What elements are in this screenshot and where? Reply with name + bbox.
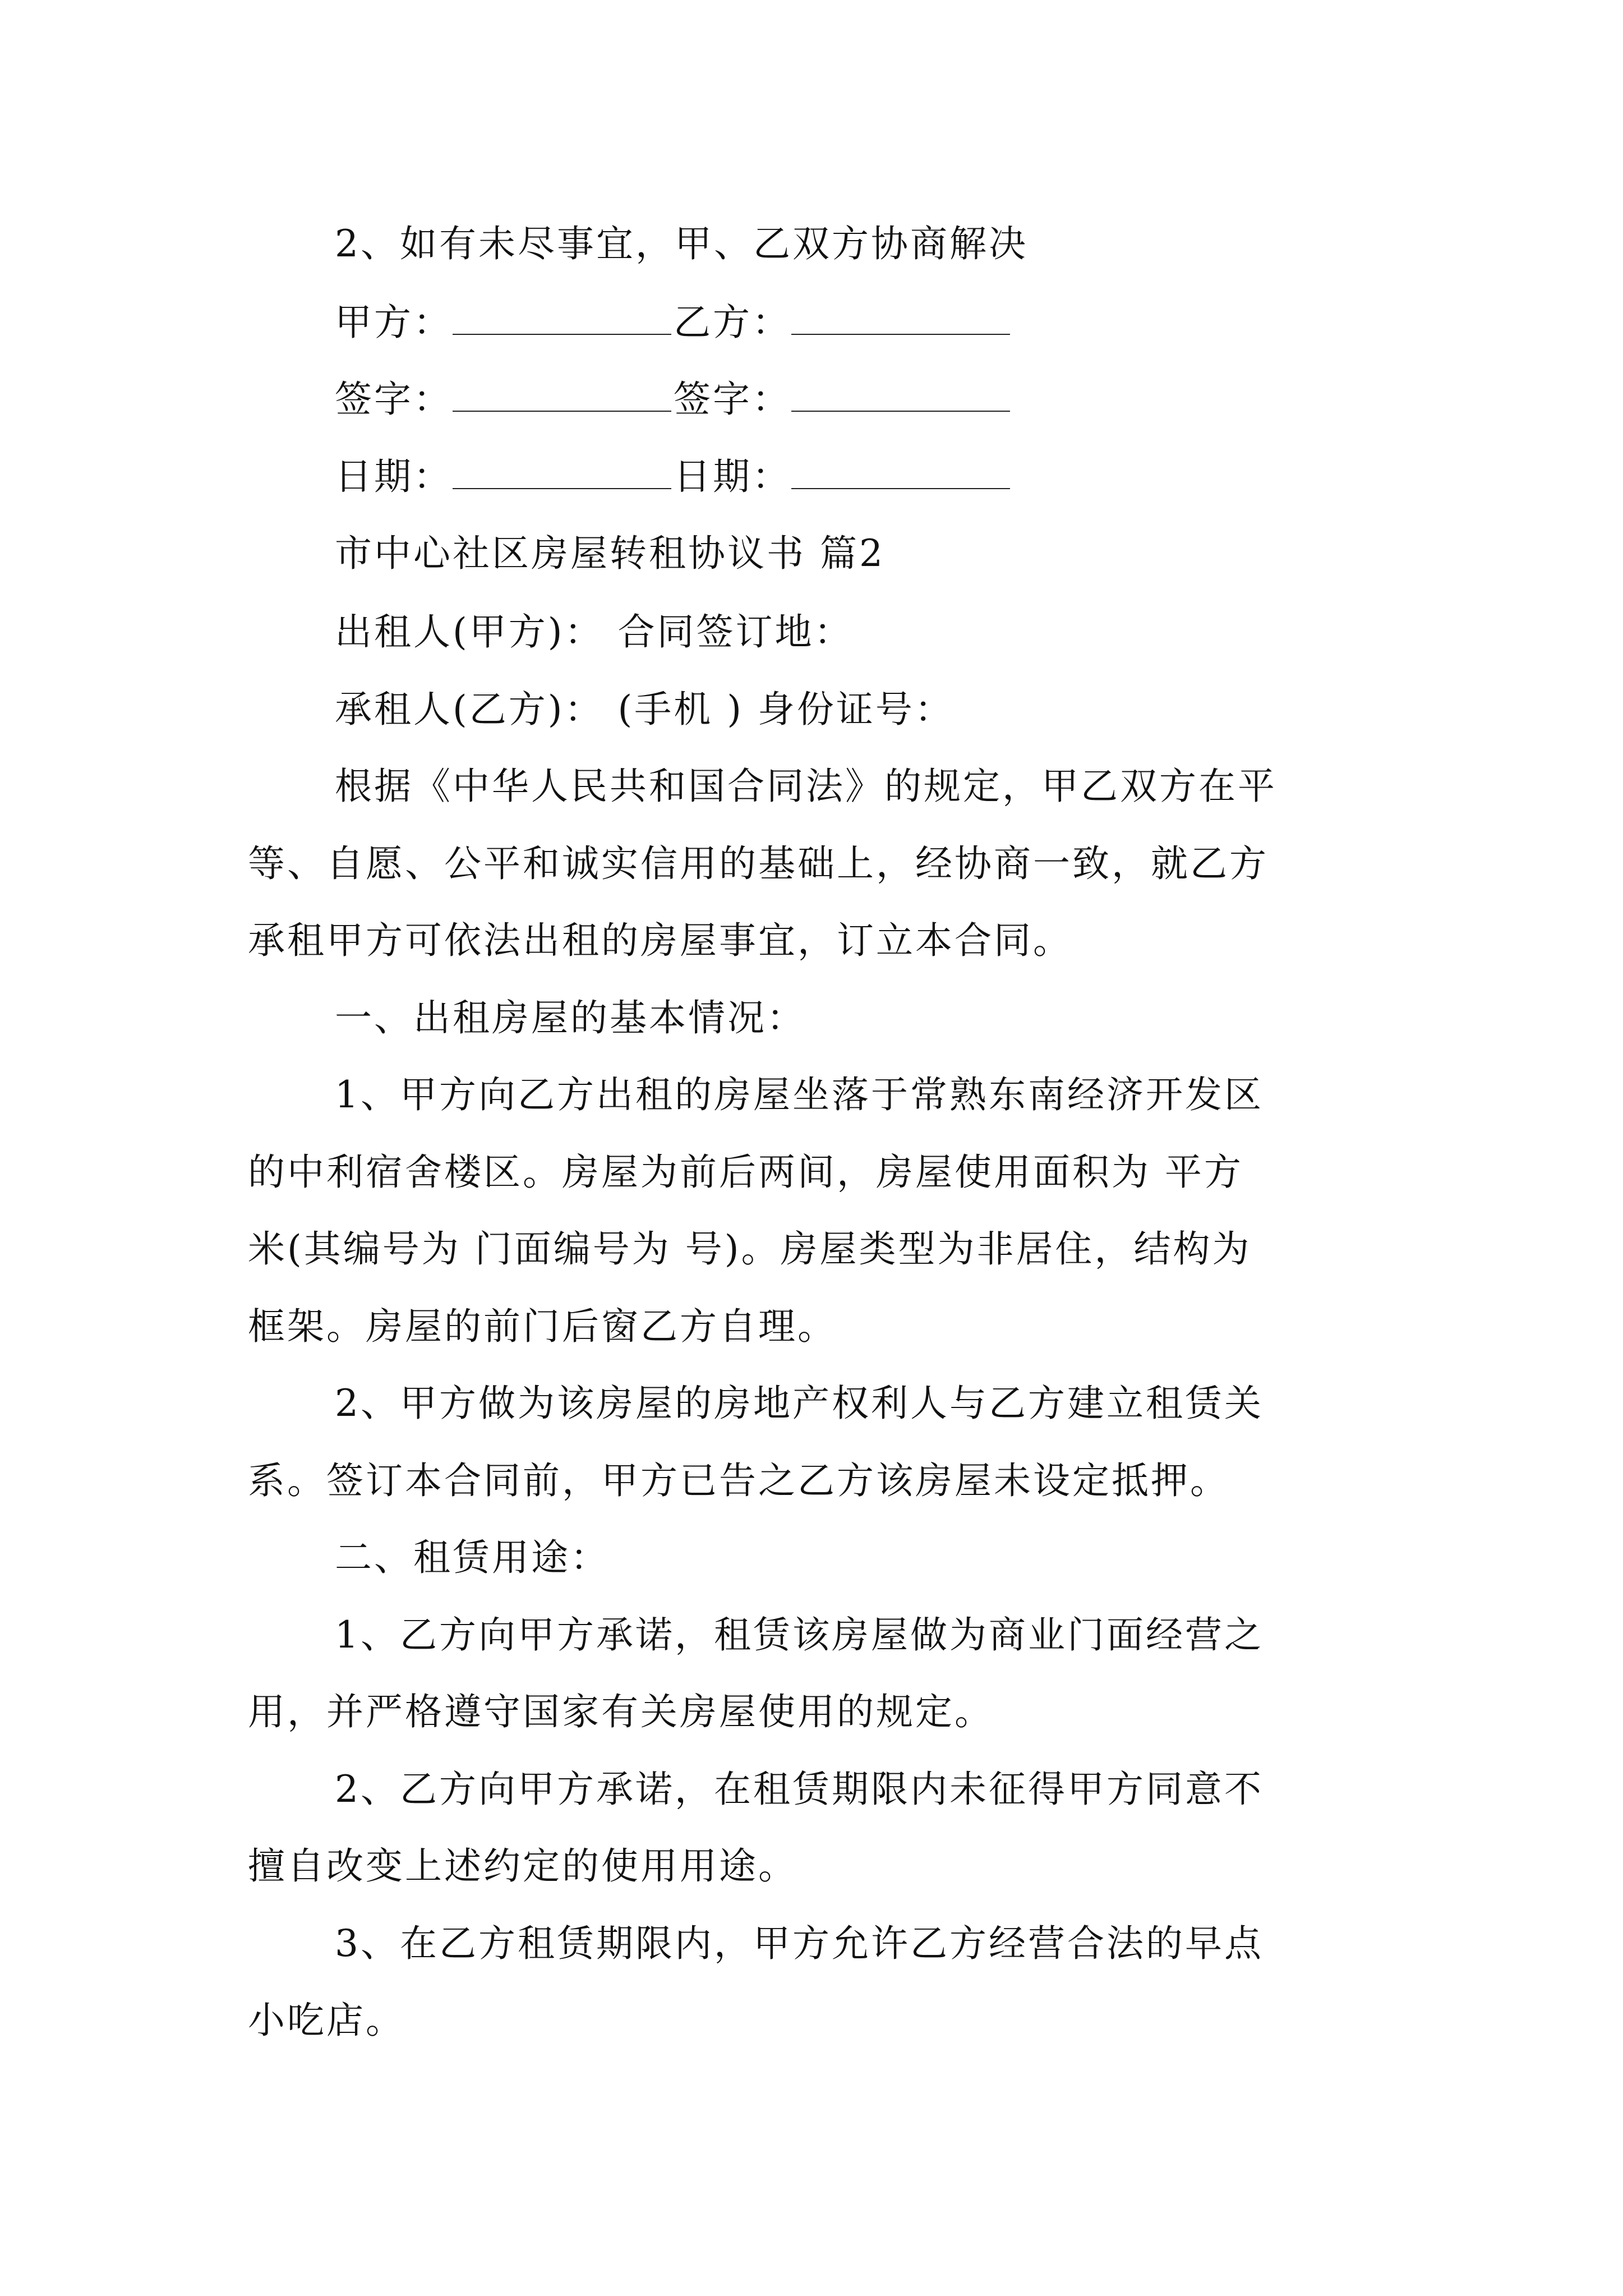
paragraph-line: 用，并严格遵守国家有关房屋使用的规定。 [248,1690,994,1733]
party-a-blank[interactable] [453,300,671,335]
paragraph-line: 1、甲方向乙方出租的房屋坐落于常熟东南经济开发区 [335,1073,1264,1116]
paragraph-line: 的中利宿舍楼区。房屋为前后两间，房屋使用面积为 平方 [248,1151,1243,1194]
date-b-label: 日期： [674,455,791,498]
sign-b-label: 签字： [674,378,791,421]
paragraph-line: 根据《中华人民共和国合同法》的规定，甲乙双方在平 [335,765,1277,808]
paragraph-line: 擅自改变上述约定的使用用途。 [248,1844,797,1888]
paragraph-line: 框架。房屋的前门后窗乙方自理。 [248,1305,837,1348]
paragraph-line: 米(其编号为 门面编号为 号)。房屋类型为非居住，结构为 [248,1227,1252,1271]
date-b-blank[interactable] [791,454,1010,489]
paragraph-line: 等、自愿、公平和诚实信用的基础上，经协商一致，就乙方 [248,842,1269,885]
date-row [335,449,1012,505]
lessor-line: 出租人(甲方)： 合同签订地： [335,610,854,654]
lessee-line: 承租人(乙方)： (手机 ) 身份证号： [335,688,954,731]
sign-a-blank[interactable] [453,377,671,412]
paragraph-line: 系。签订本合同前，甲方已告之乙方该房屋未设定抵押。 [248,1459,1229,1502]
section-heading: 市中心社区房屋转租协议书 篇2 [335,532,885,575]
paragraph-line: 承租甲方可依法出租的房屋事宜，订立本合同。 [248,919,1072,962]
section-title: 一、出租房屋的基本情况： [335,996,806,1039]
clause-line: 2、如有未尽事宜，甲、乙双方协商解决 [335,222,1028,265]
date-a-blank[interactable] [453,454,671,489]
sign-a-label: 签字： [335,378,453,421]
paragraph-line: 2、乙方向甲方承诺，在租赁期限内未征得甲方同意不 [335,1768,1264,1811]
paragraph-line: 1、乙方向甲方承诺，租赁该房屋做为商业门面经营之 [335,1613,1264,1657]
party-a-label: 甲方： [335,301,453,344]
paragraph-line: 3、在乙方租赁期限内，甲方允许乙方经营合法的早点 [335,1922,1264,1965]
party-b-blank[interactable] [791,300,1010,335]
paragraph-line: 2、甲方做为该房屋的房地产权利人与乙方建立租赁关 [335,1382,1264,1425]
party-row [335,295,1012,351]
party-b-label: 乙方： [674,301,791,344]
paragraph-line: 小吃店。 [248,1999,405,2042]
signature-row [335,371,1012,427]
sign-b-blank[interactable] [791,377,1010,412]
date-a-label: 日期： [335,455,453,498]
section-title: 二、租赁用途： [335,1536,610,1579]
